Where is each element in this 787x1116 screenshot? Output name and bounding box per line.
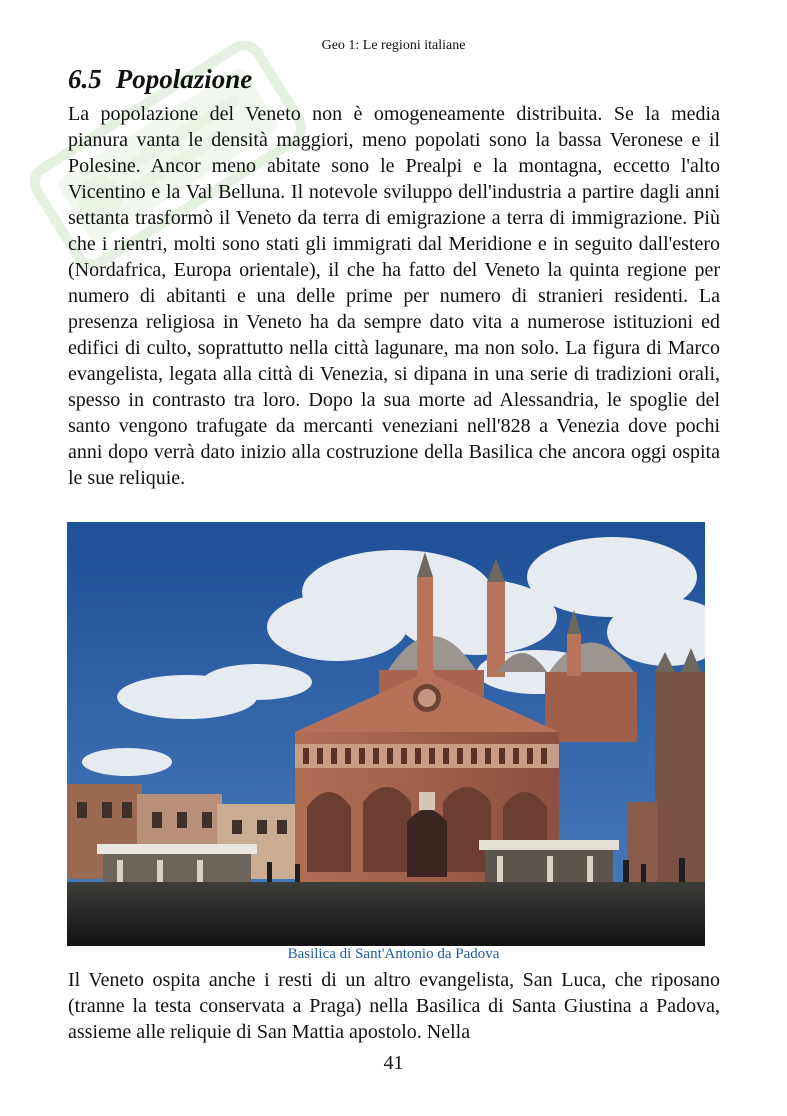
- figure-caption: Basilica di Sant'Antonio da Padova: [287, 946, 500, 962]
- running-header: Geo 1: Le regioni italiane: [321, 38, 466, 53]
- section-number: 6.5: [68, 64, 102, 94]
- body-paragraph-continuation: Il Veneto ospita anche i resti di un altro evangelista, San Luca, che riposano (tranne la testa conservata a Praga) nella Basilica di Santa Giustina a Padova, assieme alle reliquie di San Mattia apostolo. Nella: [68, 969, 720, 1043]
- body-paragraph-intro: La popolazione del Veneto non è omogeneamente distribuita. Se la media pianura vanta le densità maggiori, meno popolati sono la bassa Veronese e il Polesine. Ancor meno abitate sono le Prealpi e la montagna, eccetto l'alto Vicentino e la Val Belluna. Il notevole sviluppo dell'industria a partire dagli anni settanta trasformò il Veneto da terra di emigrazione a terra di immigrazione. Più che i rientri, molti sono stati gli immigrati dal Meridione e in seguito dall'estero (Nordafrica, Europa orientale), il che ha fatto del Veneto la quinta regione per numero di abitanti e una delle prime per numero di stranieri residenti. La presenza religiosa in Veneto ha da sempre dato vita a numerose istituzioni ed edifici di culto, soprattutto nella città lagunare, ma non solo. La figura di Marco evangelista, legata alla città di Venezia, si dipana in una serie di tradizioni orali, spesso in contrasto tra loro. Dopo la sua morte ad Alessandria, le spoglie del santo vengono trafugate da mercanti veneziani nell'828 a Venezia dove pochi anni dopo verrà dato inizio alla costruzione della Basilica che ancora oggi ospita le sue reliquie.: [68, 103, 720, 489]
- section-title: Popolazione: [115, 64, 253, 94]
- page-number: 41: [383, 1052, 404, 1074]
- basilica-photo: [67, 522, 705, 946]
- section-heading: [68, 64, 252, 95]
